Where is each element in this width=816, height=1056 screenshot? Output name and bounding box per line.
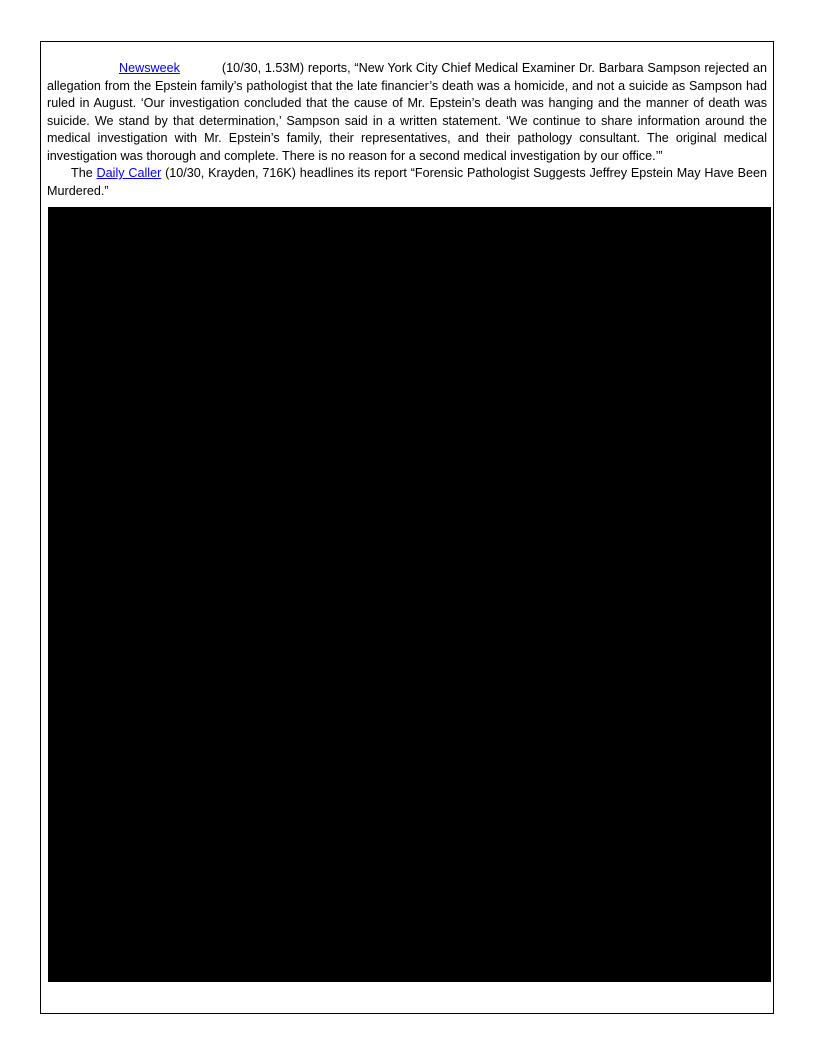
daily-caller-lead: The	[71, 166, 97, 180]
newsweek-source-info: (10/30, 1.53M) reports,	[221, 61, 355, 75]
newsweek-quote: “New York City Chief Medical Examiner Dr. Barbara Sampson rejected an allegation from the Epstein family’s pathologist that the late financier’s death was a homicide, and not a suicide as Sampson had ruled in August. ‘Our investigation concluded that the cause of Mr. Epstein’s death was hanging and the manner of death was suicide. We stand by that determination,’ Sampson said in a written statement. ‘We continue to share information around the medical investigation with Mr. Epstein’s family, their representatives, and their pathology consultant. The original medical investigation was thorough and complete. There is no reason for a second medical investigation by our office.’”	[47, 61, 767, 163]
paragraph-newsweek	[47, 60, 767, 165]
newsweek-link[interactable]: Newsweek	[119, 61, 180, 75]
paragraph-daily-caller	[47, 165, 767, 200]
daily-caller-link[interactable]: Daily Caller	[96, 166, 162, 180]
article-body	[47, 60, 767, 200]
daily-caller-text: (10/30, Krayden, 716K) headlines its report “Forensic Pathologist Suggests Jeffrey Epstein May Have Been Murdered.”	[47, 166, 768, 198]
redaction-block	[48, 207, 771, 982]
